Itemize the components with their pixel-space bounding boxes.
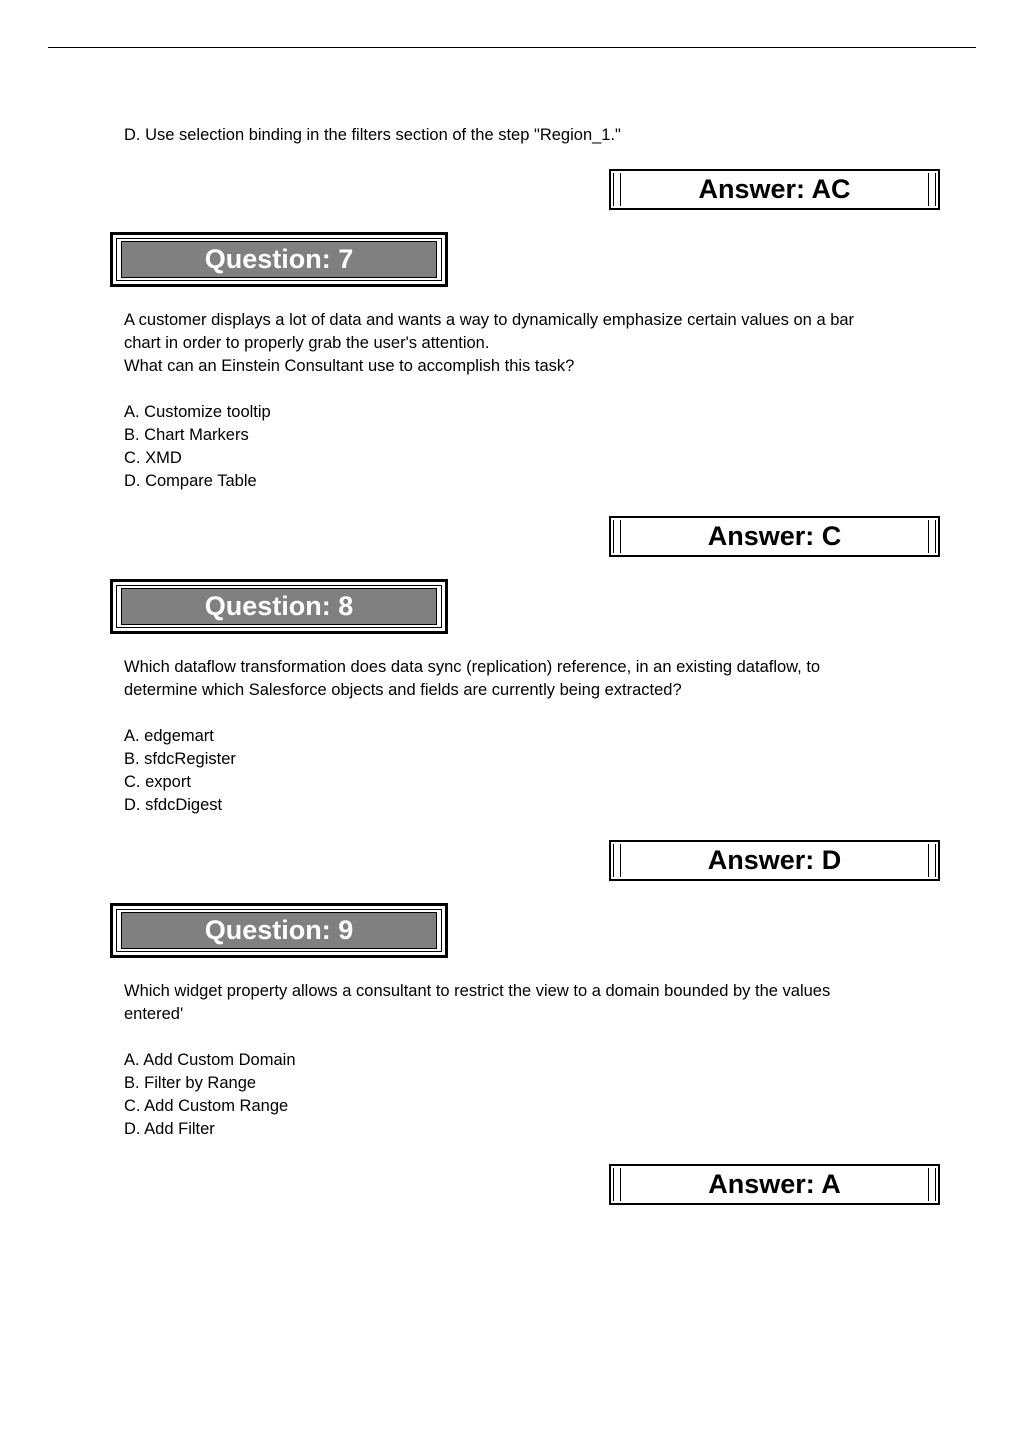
q7-answer: Answer: C bbox=[707, 521, 842, 551]
q9-option-d: D. Add Filter bbox=[124, 1120, 215, 1138]
q9-answer-box bbox=[609, 1164, 940, 1205]
q8-option-b: B. sfdcRegister bbox=[124, 750, 236, 768]
q9-option-b: B. Filter by Range bbox=[124, 1074, 257, 1092]
q9-option-c: C. Add Custom Range bbox=[124, 1097, 289, 1115]
q8-option-a: A. edgemart bbox=[124, 727, 214, 745]
q9-text-line: Which widget property allows a consultant to restrict the view to a domain bounded by the values bbox=[124, 982, 831, 1000]
header-rule bbox=[48, 47, 976, 48]
q7-option-a: A. Customize tooltip bbox=[124, 403, 271, 421]
q8-text-line: determine which Salesforce objects and fields are currently being extracted? bbox=[124, 681, 682, 699]
q9-title-box bbox=[110, 903, 448, 958]
q8-answer-box bbox=[609, 840, 940, 881]
q9-option-a: A. Add Custom Domain bbox=[124, 1051, 296, 1069]
q6-answer-box bbox=[609, 169, 940, 210]
q6-answer: Answer: AC bbox=[698, 174, 851, 204]
q7-title: Question: 7 bbox=[204, 244, 354, 274]
q6-option-d: D. Use selection binding in the filters section of the step "Region_1." bbox=[124, 126, 621, 144]
q7-text-line: chart in order to properly grab the user's attention. bbox=[124, 334, 490, 352]
q9-title: Question: 9 bbox=[204, 915, 354, 945]
q7-option-d: D. Compare Table bbox=[124, 472, 257, 490]
q8-title: Question: 8 bbox=[204, 591, 354, 621]
q8-answer: Answer: D bbox=[707, 845, 842, 875]
q7-option-b: B. Chart Markers bbox=[124, 426, 249, 444]
q7-text-line: What can an Einstein Consultant use to accomplish this task? bbox=[124, 357, 575, 375]
q8-text-line: Which dataflow transformation does data sync (replication) reference, in an existing dataflow, to bbox=[124, 658, 821, 676]
q8-option-c: C. export bbox=[124, 773, 191, 791]
q9-answer: Answer: A bbox=[708, 1169, 841, 1199]
q7-text-line: A customer displays a lot of data and wants a way to dynamically emphasize certain values on a bar bbox=[124, 311, 855, 329]
q7-answer-box bbox=[609, 516, 940, 557]
q9-text-line: entered' bbox=[124, 1005, 184, 1023]
q8-title-box bbox=[110, 579, 448, 634]
q7-title-box bbox=[110, 232, 448, 287]
q7-option-c: C. XMD bbox=[124, 449, 182, 467]
q8-option-d: D. sfdcDigest bbox=[124, 796, 223, 814]
